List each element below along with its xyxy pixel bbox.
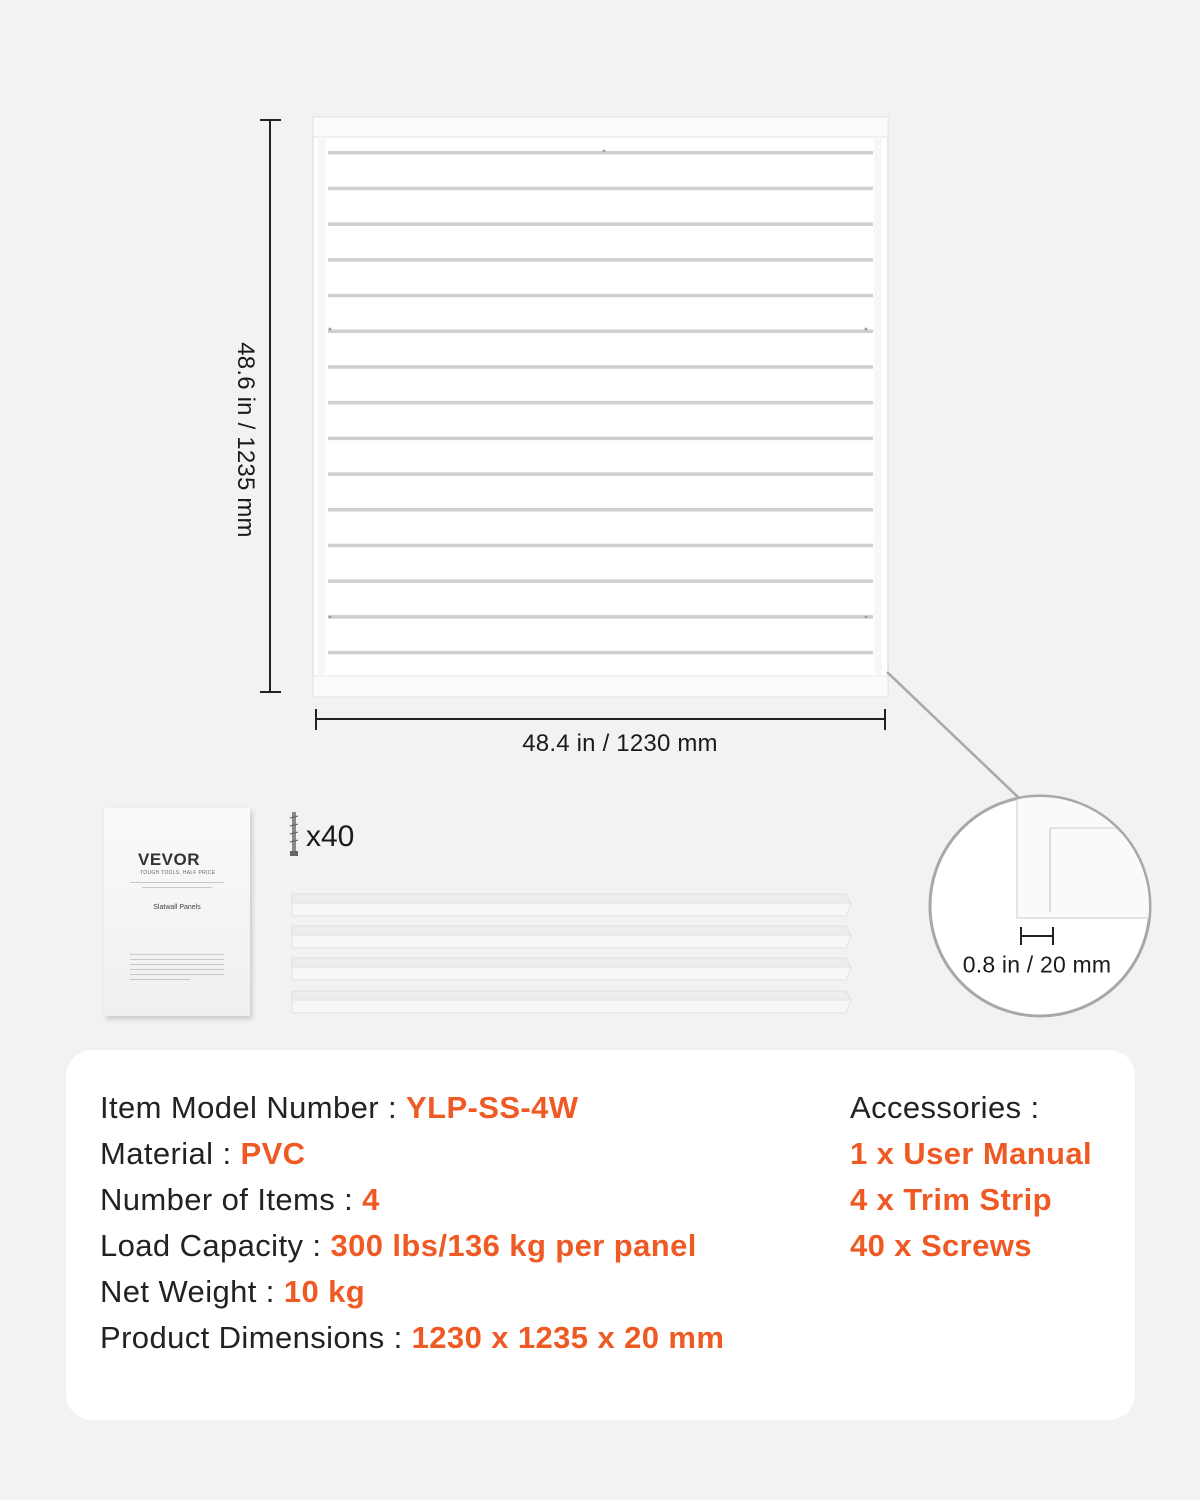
specification-card [66, 1050, 1135, 1420]
callout-leader-line [887, 672, 1019, 798]
height-dimension-label: 48.6 in / 1235 mm [232, 342, 259, 538]
spec-label: Load Capacity : [100, 1228, 331, 1263]
spec-material-row [100, 1136, 305, 1172]
screw-count-label: x40 [306, 820, 355, 853]
accessory-item: 4 x Trim Strip [850, 1182, 1052, 1217]
spec-value: 300 lbs/136 kg per panel [330, 1228, 697, 1263]
spec-label: Net Weight : [100, 1274, 284, 1309]
manual-title: Slatwall Panels [153, 904, 201, 911]
slat-groove [328, 187, 873, 191]
screw-icon [290, 812, 298, 856]
slat-groove [328, 615, 873, 619]
slat-groove [328, 544, 873, 548]
spec-items-row [100, 1182, 380, 1218]
slat-groove [328, 222, 873, 226]
spec-model-row [100, 1090, 578, 1126]
accessory-item: 40 x Screws [850, 1228, 1032, 1263]
spec-value: 1230 x 1235 x 20 mm [411, 1320, 725, 1355]
width-dimension-line [316, 709, 885, 730]
accessories-title: Accessories : [850, 1090, 1040, 1125]
accessory-item: 1 x User Manual [850, 1136, 1093, 1171]
spec-weight-row [100, 1274, 365, 1310]
height-dimension-line [260, 120, 281, 692]
width-dimension-label: 48.4 in / 1230 mm [522, 730, 718, 757]
slat-groove [328, 651, 873, 655]
slat-groove [328, 365, 873, 369]
spec-dimensions-row [100, 1320, 724, 1356]
spec-value: 10 kg [283, 1274, 366, 1309]
slat-groove [328, 258, 873, 262]
thickness-detail-callout [930, 790, 1177, 1016]
manual-tagline: TOUGH TOOLS, HALF PRICE [140, 870, 216, 876]
slat-groove [328, 294, 873, 298]
trim-strips [292, 894, 851, 1013]
manual-brand-logo: VEVOR [138, 850, 201, 869]
slat-groove [328, 151, 873, 155]
spec-label: Number of Items : [100, 1182, 363, 1217]
slat-groove [328, 508, 873, 512]
slat-groove [328, 472, 873, 476]
spec-value: 4 [362, 1182, 380, 1217]
slat-groove [328, 401, 873, 405]
slat-groove [328, 579, 873, 583]
spec-label: Product Dimensions : [100, 1320, 412, 1355]
spec-label: Material : [100, 1136, 241, 1171]
slat-groove [328, 330, 873, 334]
thickness-dimension-label: 0.8 in / 20 mm [962, 951, 1112, 978]
spec-value: PVC [240, 1136, 306, 1171]
slat-groove [328, 437, 873, 441]
user-manual-illustration [104, 808, 250, 1016]
spec-label: Item Model Number : [100, 1090, 407, 1125]
spec-load-row [100, 1228, 697, 1264]
spec-value: YLP-SS-4W [406, 1090, 579, 1125]
slatwall-panel [313, 117, 888, 697]
